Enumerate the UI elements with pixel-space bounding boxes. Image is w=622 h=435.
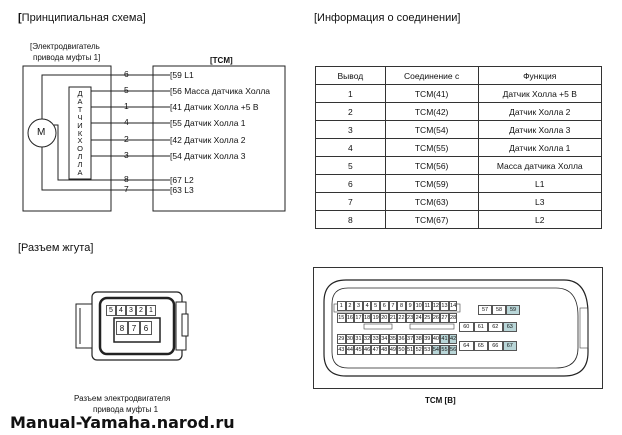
tcm-pin-function: Датчик Холла 2 (184, 135, 246, 145)
connection-cell-pin: 1 (316, 85, 386, 103)
tcm-pin: 24 (415, 315, 422, 321)
connection-cell-pin: 6 (316, 175, 386, 193)
tcm-pin: 67 (503, 341, 518, 351)
hall-letter: Т (77, 104, 83, 114)
tcm-pin: 60 (459, 322, 474, 332)
motor-pin-number: 4 (124, 117, 129, 127)
tcm-pin: 29 (338, 336, 345, 342)
connection-cell-pin: 8 (316, 211, 386, 229)
tcm-pin: 21 (389, 315, 396, 321)
connection-row (316, 211, 602, 229)
tcm-pin: 13 (441, 303, 448, 309)
tcm-pin-number: 41 (172, 102, 182, 112)
harness-title: [Разъем жгута] (18, 242, 94, 254)
tcm-pin: 11 (424, 303, 431, 309)
tcm-pin: 2 (346, 301, 355, 311)
connection-cell-function: L2 (478, 211, 602, 229)
tcm-pin: 49 (389, 347, 396, 353)
tcm-pin-number: 54 (172, 151, 182, 161)
tcm-pin: 39 (424, 336, 431, 342)
hall-letter: Л (77, 160, 83, 170)
tcm-pin: 25 (424, 315, 431, 321)
hall-letter: Д (77, 89, 83, 98)
hall-letter: Ч (77, 112, 83, 122)
tcm-pin: 35 (389, 336, 396, 342)
tcm-pin: 10 (415, 303, 422, 309)
connection-cell-connection: TCM(54) (385, 121, 478, 139)
tcm-pin: 17 (355, 315, 362, 321)
tcm-pin: 7 (389, 301, 398, 311)
tcm-pin-row: [67 L2 (170, 175, 194, 185)
tcm-pin: 6 (380, 301, 389, 311)
motor-connector-pin: 4 (116, 305, 126, 316)
tcm-pin: 52 (415, 347, 422, 353)
connection-row (316, 103, 602, 121)
tcm-pin: 32 (364, 336, 371, 342)
tcm-pin: 50 (398, 347, 405, 353)
motor-connector-pin: 8 (116, 321, 128, 335)
tcm-pin: 58 (492, 305, 506, 315)
connection-row (316, 121, 602, 139)
hall-letter: И (77, 120, 83, 130)
motor-connector-pin: 7 (128, 321, 140, 335)
hall-letter: Л (77, 152, 83, 162)
connection-cell-function: Датчик Холла 1 (478, 139, 602, 157)
tcm-pin-row: [42 Датчик Холла 2 (170, 135, 246, 145)
motor-connector-pin: 1 (146, 305, 156, 316)
tcm-pin-row: [59 L1 (170, 70, 194, 80)
tcm-pin-function: L2 (184, 175, 194, 185)
tcm-pin: 41 (441, 336, 448, 342)
connection-cell-function: Датчик Холла +5 В (478, 85, 602, 103)
tcm-pin: 5 (371, 301, 380, 311)
tcm-pin: 65 (474, 341, 489, 351)
schematic-title: [Принципиальная схема] (18, 12, 146, 24)
tcm-pin: 16 (346, 315, 353, 321)
tcm-pin: 19 (372, 315, 379, 321)
tcm-pin: 51 (407, 347, 414, 353)
connection-cell-connection: TCM(56) (385, 157, 478, 175)
connection-row (316, 157, 602, 175)
tcm-pin: 40 (432, 336, 439, 342)
tcm-pin-row: [63 L3 (170, 185, 194, 195)
tcm-pin-number: 59 (172, 70, 182, 80)
tcm-pin: 44 (346, 347, 353, 353)
connection-cell-pin: 4 (316, 139, 386, 157)
hall-letter: К (77, 128, 83, 138)
connection-cell-function: Датчик Холла 3 (478, 121, 602, 139)
tcm-pin-function: L3 (184, 185, 194, 195)
hall-letter: Х (77, 136, 83, 146)
tcm-pin-function: L1 (184, 70, 194, 80)
tcm-pin-row: [56 Масса датчика Холла (170, 86, 271, 96)
hall-letter: А (77, 96, 83, 106)
tcm-pin: 23 (407, 315, 414, 321)
connection-cell-function: Датчик Холла 2 (478, 103, 602, 121)
tcm-pin-number: 67 (172, 175, 182, 185)
tcm-label: [TCM] (210, 56, 233, 65)
header-connection: Соединение с (385, 67, 478, 85)
tcm-pin: 38 (415, 336, 422, 342)
tcm-connector-body (320, 274, 595, 382)
tcm-pin: 31 (355, 336, 362, 342)
tcm-pin-row: [55 Датчик Холла 1 (170, 118, 246, 128)
tcm-pin: 53 (424, 347, 431, 353)
connection-cell-pin: 3 (316, 121, 386, 139)
connection-cell-pin: 2 (316, 103, 386, 121)
motor-connector-pin: 6 (140, 321, 152, 335)
motor-pin-number: 6 (124, 69, 129, 79)
tcm-pin-function: Масса датчика Холла (184, 86, 271, 96)
tcm-pin-number: 55 (172, 118, 182, 128)
tcm-pin: 20 (381, 315, 388, 321)
tcm-pin: 26 (432, 315, 439, 321)
connection-table (315, 66, 602, 229)
connection-cell-connection: TCM(42) (385, 103, 478, 121)
tcm-pin: 34 (381, 336, 388, 342)
tcm-pin: 54 (432, 347, 439, 353)
motor-connector-caption-line2: привода муфты 1 (93, 405, 159, 414)
tcm-pin: 61 (474, 322, 489, 332)
connection-cell-connection: TCM(41) (385, 85, 478, 103)
tcm-pin: 3 (354, 301, 363, 311)
motor-connector-pin: 5 (106, 305, 116, 316)
tcm-pin: 63 (503, 322, 518, 332)
motor-symbol: M (37, 127, 46, 138)
tcm-pin-number: 56 (172, 86, 182, 96)
motor-label-line2: привода муфты 1] (33, 53, 101, 62)
tcm-pin: 45 (355, 347, 362, 353)
tcm-pin: 46 (364, 347, 371, 353)
motor-pin-number: 5 (124, 85, 129, 95)
tcm-pin: 27 (441, 315, 448, 321)
tcm-pin: 14 (450, 303, 457, 309)
hall-letter: О (77, 144, 83, 154)
tcm-pin: 8 (397, 301, 406, 311)
tcm-pin: 42 (450, 336, 457, 342)
motor-connector-caption-line1: Разъем электродвигателя (74, 394, 171, 403)
tcm-pin: 57 (478, 305, 492, 315)
tcm-pin: 12 (432, 303, 439, 309)
motor-label-line1: [Электродвигатель (30, 42, 100, 51)
tcm-pin: 33 (372, 336, 379, 342)
tcm-pin: 15 (338, 315, 345, 321)
hall-sensor-label (73, 90, 87, 177)
tcm-pin-number: 63 (172, 185, 182, 195)
connection-cell-connection: TCM(63) (385, 193, 478, 211)
tcm-pin: 37 (407, 336, 414, 342)
connection-title: [Информация о соединении] (314, 12, 461, 24)
tcm-pin: 18 (364, 315, 371, 321)
tcm-pin-row: [41 Датчик Холла +5 В (170, 102, 259, 112)
connection-cell-function: Масса датчика Холла (478, 157, 602, 175)
tcm-pin: 64 (459, 341, 474, 351)
connection-cell-function: L3 (478, 193, 602, 211)
motor-pin-number: 1 (124, 101, 129, 111)
connection-cell-connection: TCM(55) (385, 139, 478, 157)
tcm-pin-function: Датчик Холла 1 (184, 118, 246, 128)
connection-cell-pin: 7 (316, 193, 386, 211)
tcm-pin: 30 (346, 336, 353, 342)
tcm-pin-function: Датчик Холла +5 В (184, 102, 259, 112)
tcm-pin: 28 (450, 315, 457, 321)
connection-cell-function: L1 (478, 175, 602, 193)
tcm-pin: 9 (406, 301, 415, 311)
tcm-pin: 43 (338, 347, 345, 353)
tcm-pin: 59 (506, 305, 520, 315)
header-pin: Вывод (316, 67, 386, 85)
motor-pin-number: 7 (124, 184, 129, 194)
motor-connector-pin: 3 (126, 305, 136, 316)
tcm-pin: 47 (372, 347, 379, 353)
tcm-pin: 66 (488, 341, 503, 351)
tcm-pin: 48 (381, 347, 388, 353)
connection-cell-pin: 5 (316, 157, 386, 175)
tcm-pin: 22 (398, 315, 405, 321)
tcm-pin: 1 (337, 301, 346, 311)
header-function: Функция (478, 67, 602, 85)
hall-letter: А (77, 168, 83, 178)
connection-cell-connection: TCM(59) (385, 175, 478, 193)
connection-cell-connection: TCM(67) (385, 211, 478, 229)
tcm-pin: 55 (441, 347, 448, 353)
motor-pin-number: 3 (124, 150, 129, 160)
motor-pin-number: 2 (124, 134, 129, 144)
tcm-pin: 36 (398, 336, 405, 342)
tcm-pin: 4 (363, 301, 372, 311)
tcm-pin: 62 (488, 322, 503, 332)
connection-row (316, 85, 602, 103)
connection-row (316, 139, 602, 157)
tcm-pin-number: 42 (172, 135, 182, 145)
tcm-pin-function: Датчик Холла 3 (184, 151, 246, 161)
watermark-text: Manual-Yamaha.narod.ru (10, 413, 235, 432)
connection-row (316, 193, 602, 211)
tcm-pin-row: [54 Датчик Холла 3 (170, 151, 246, 161)
connection-row (316, 175, 602, 193)
tcm-pin: 56 (450, 347, 457, 353)
motor-pin-number: 8 (124, 174, 129, 184)
motor-connector-pin: 2 (136, 305, 146, 316)
tcm-connector-caption: TCM [B] (425, 396, 456, 405)
